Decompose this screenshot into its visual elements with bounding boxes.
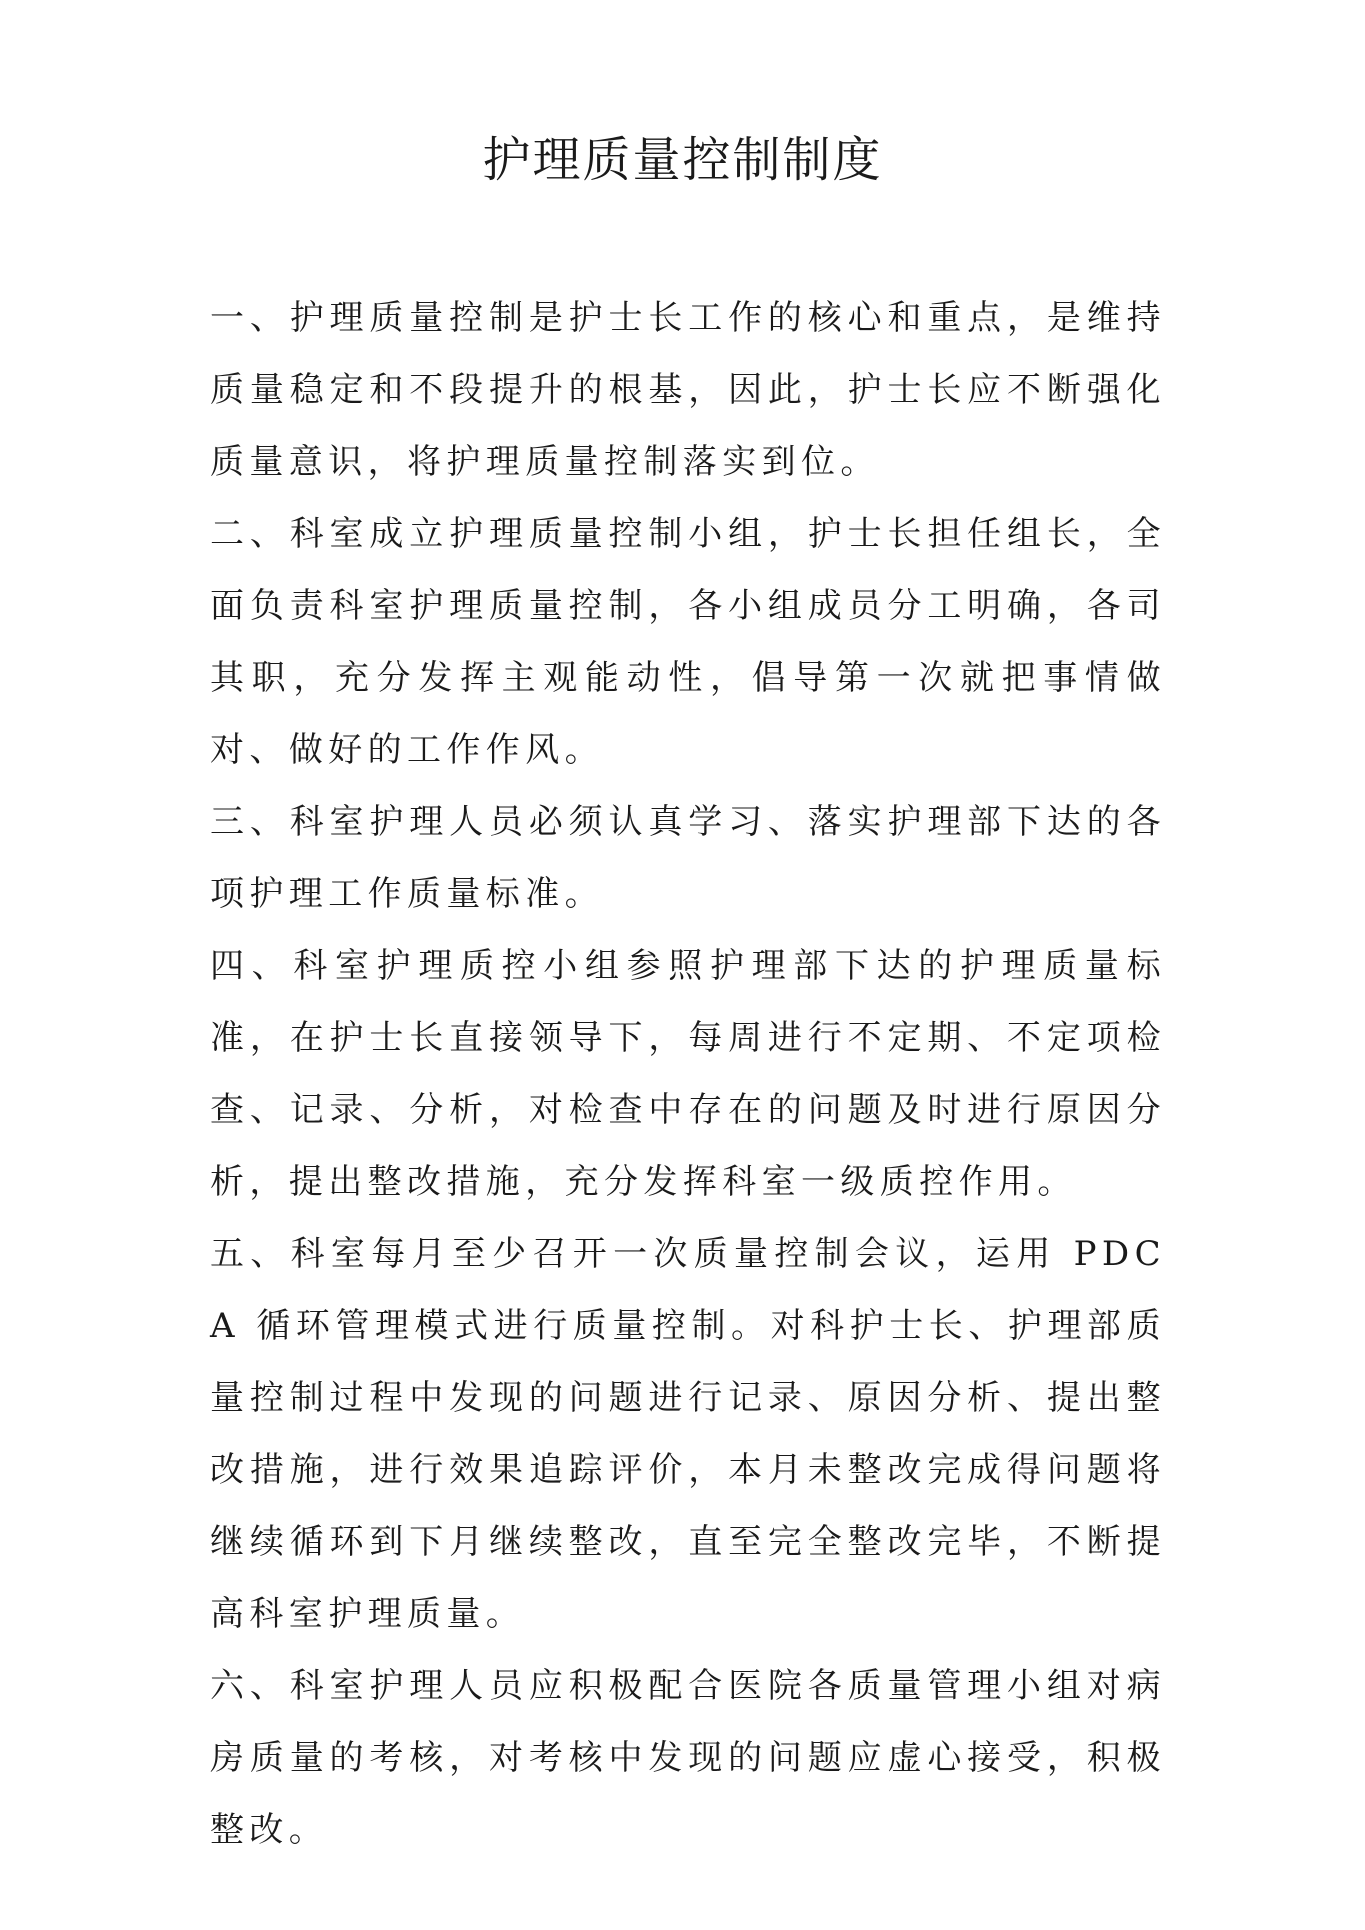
document-body bbox=[210, 282, 1166, 1866]
paragraph-4: 四、科室护理质控小组参照护理部下达的护理质量标准，在护士长直接领导下，每周进行不定期、不定项检查、记录、分析，对检查中存在的问题及时进行原因分析，提出整改措施，充分发挥科室一级质控作用。 bbox=[210, 946, 1166, 1202]
document-title: 护理质量控制制度 bbox=[482, 132, 883, 188]
paragraph-2: 二、科室成立护理质量控制小组，护士长担任组长，全面负责科室护理质量控制，各小组成员分工明确，各司其职，充分发挥主观能动性，倡导第一次就把事情做对、做好的工作作风。 bbox=[210, 514, 1166, 770]
paragraph-1: 一、护理质量控制是护士长工作的核心和重点，是维持质量稳定和不段提升的根基，因此，护士长应不断强化质量意识，将护理质量控制落实到位。 bbox=[210, 298, 1166, 482]
paragraph-5: 五、科室每月至少召开一次质量控制会议，运用 PDCA 循环管理模式进行质量控制。对科护士长、护理部质量控制过程中发现的问题进行记录、原因分析、提出整改措施，进行效果追踪评价，本月未整改完成得问题将继续循环到下月继续整改，直至完全整改完毕，不断提高科室护理质量。 bbox=[210, 1234, 1166, 1634]
paragraph-6: 六、科室护理人员应积极配合医院各质量管理小组对病房质量的考核，对考核中发现的问题应虚心接受，积极整改。 bbox=[210, 1666, 1166, 1850]
paragraph-3: 三、科室护理人员必须认真学习、落实护理部下达的各项护理工作质量标准。 bbox=[210, 802, 1166, 914]
